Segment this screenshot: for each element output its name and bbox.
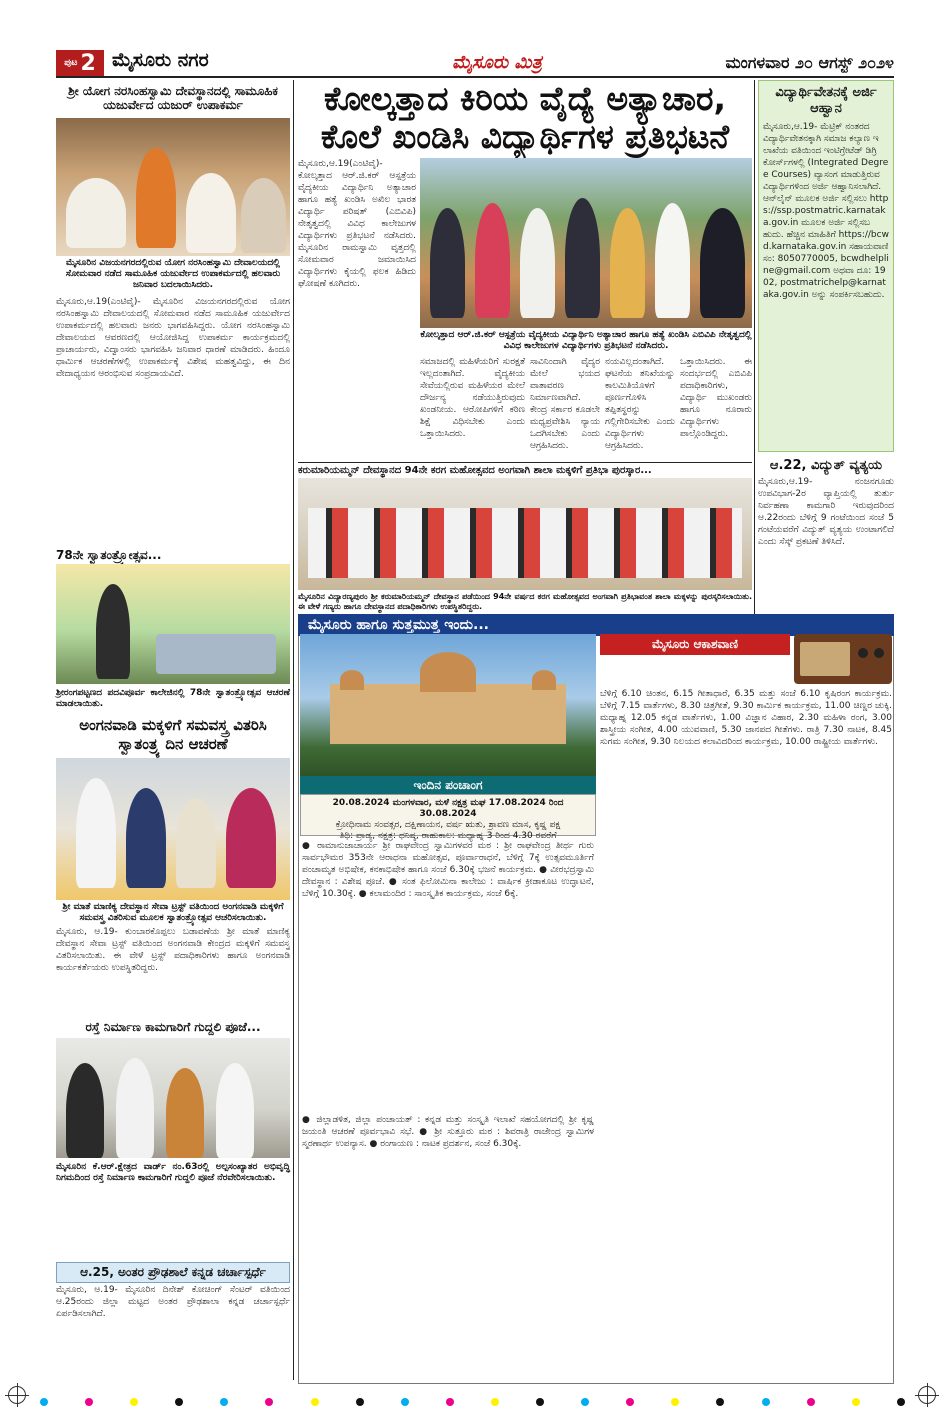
column-rule [293,80,294,1380]
award-photo [298,478,752,590]
protest-photo [420,158,752,328]
paper-logo: ಮೈಸೂರು ಮಿತ್ರ [452,51,542,73]
color-registration-dots [40,1398,905,1410]
independence-day-photo [56,564,290,684]
scholarship-notice-body: ಮೈಸೂರು,ಆ.19- ಮೆಟ್ರಿಕ್ ನಂತರದ ವಿದ್ಯಾರ್ಥಿವೇತನಕ್ಕಾಗಿ ಸಮಾಜ ಕಲ್ಯಾಣ ಇಲಾಖೆಯ ವತಿಯಿಂದ ಇಂಟಿಗ್ರೇಟೆಡ್ ಡಿಗ್ರಿ ಕೋರ್ಸ್‌ಗಳಲ್ಲಿ (Integrated Degree Courses) ವ್ಯಾಸಂಗ ಮಾಡುತ್ತಿರುವ ವಿದ್ಯಾರ್ಥಿಗಳಿಂದ ಅರ್ಜಿ ಆಹ್ವಾನಿಸಲಾಗಿದೆ. ಆನ್‌ಲೈನ್ ಮೂಲಕ ಅರ್ಜಿ ಸಲ್ಲಿಸಲು https://ssp.postmatric.karnataka.gov.in ಮೂಲಕ ಅರ್ಜಿ ಸಲ್ಲಿಸಬಹುದು. ಹೆಚ್ಚಿನ ಮಾಹಿತಿಗೆ https://bcwd.karnataka.gov.in ಸಹಾಯವಾಣಿ ಸಂ: 8050770005, bcwdhelpline@gmail.com ಅಥವಾ ದೂ: 1902, postmatrichelp@karnataka.gov.in ಅನ್ನು ಸಂಪರ್ಕಿಸಬಹುದು. [763,122,889,300]
story2-kicker: 78ನೇ ಸ್ವಾತಂತ್ರ್ಯೋತ್ಸವ... [56,548,162,562]
radio-schedule: ಬೆಳಿಗ್ಗೆ 6.10 ಚಿಂತನ, 6.15 ಗೀತಾಧಾರೆ, 6.35 ಮತ್ತು ಸಂಜೆ 6.10 ಕೃಷಿರಂಗ ಕಾರ್ಯಕ್ರಮ. ಬೆಳಿಗ್ಗೆ 7.15 ವಾರ್ತೆಗಳು, 8.30 ಚಿತ್ರಗೀತೆ, 9.30 ಕಾರ್ಮಿಕ ಕಾರ್ಯಕ್ರಮ, 11.00 ಚಿಣ್ಣರ ಚುಕ್ಕಿ. ಮಧ್ಯಾಹ್ನ 12.05 ಕನ್ನಡ ವಾರ್ತೆಗಳು, 1.00 ವಿಜ್ಞಾನ ವಿಹಾರ, 2.30 ಮಹಿಳಾ ರಂಗ, 3.00 ಶಾಸ್ತ್ರೀಯ ಸಂಗೀತ, 4.00 ಯುವವಾಣಿ, 5.30 ಜಾನಪದ ಗೀತೆಗಳು. ರಾತ್ರಿ 7.30 ನಾಟಕ, 8.45 ಸುಗಮ ಸಂಗೀತ, 9.30 ನಿಲಯದ ಕಲಾವಿದರಿಂದ ಕಾರ್ಯಕ್ರಮ, 10.00 ರಾಷ್ಟ್ರೀಯ ವಾರ್ತೆಗಳು. [600,689,892,747]
scholarship-notice-title: ವಿದ್ಯಾರ್ಥಿವೇತನಕ್ಕೆ ಅರ್ಜಿ ಆಹ್ವಾನ [775,85,877,116]
masthead [56,48,894,78]
award-kicker: ಕರುಮಾರಿಯಮ್ಮನ್ ದೇವಸ್ಥಾನದ 94ನೇ ಕರಗ ಮಹೋತ್ಸವದ ಅಂಗವಾಗಿ ಶಾಲಾ ಮಕ್ಕಳಿಗೆ ಪ್ರತಿಭಾ ಪುರಸ್ಕಾರ... [298,462,752,479]
story1-caption: ಮೈಸೂರಿನ ವಿಜಯನಗರದಲ್ಲಿರುವ ಯೋಗ ನರಸಿಂಹಸ್ವಾಮಿ ದೇವಾಲಯದಲ್ಲಿ ಸೋಮವಾರ ನಡೆದ ಸಾಮೂಹಿಕ ಯಜುರ್ವೇದ ಉಪಾಕರ್ಮದಲ್ಲಿ ಹಲವಾರು ಜನಿವಾರ ಬದಲಾಯಿಸಿದರು. [65,258,281,290]
today-events-2: ● ಜಿಲ್ಲಾಡಳಿತ, ಜಿಲ್ಲಾ ಪಂಚಾಯತ್ : ಕನ್ನಡ ಮತ್ತು ಸಂಸ್ಕೃತಿ ಇಲಾಖೆ ಸಹಯೋಗದಲ್ಲಿ ಶ್ರೀ ಕೃಷ್ಣ ಜಯಂತಿ ಆಚರಣೆ ಪೂರ್ವಭಾವಿ ಸಭೆ. ● ಶ್ರೀ ಸುತ್ತೂರು ಮಠ : ಶಿವರಾತ್ರಿ ರಾಜೇಂದ್ರ ಸ್ವಾಮಿಗಳ ಸ್ಮರಣಾರ್ಥ ಉಪನ್ಯಾಸ. ● ರಂಗಾಯಣ : ನಾಟಕ ಪ್ರದರ್ಶನ, ಸಂಜೆ 6.30ಕ್ಕೆ. [302,1115,594,1149]
story3-caption: ಶ್ರೀ ಮಾತೆ ಮಾಣಿಕ್ಯ ದೇವಸ್ಥಾನ ಸೇವಾ ಟ್ರಸ್ಟ್ ವತಿಯಿಂದ ಅಂಗನವಾಡಿ ಮಕ್ಕಳಿಗೆ ಸಮವಸ್ತ್ರ ವಿತರಿಸುವ ಮೂಲಕ ಸ್ವಾತಂತ್ರ್ಯೋತ್ಸವ ಆಚರಿಸಲಾಯಿತು. [62,902,284,923]
page-label: ಪುಟ [64,58,78,68]
lead-body-col1: ಮೈಸೂರು,ಆ.19(ಎಂಟಿವೈ)- ಕೋಲ್ಕತ್ತಾದ ಆರ್.ಜಿ.ಕರ್ ಆಸ್ಪತ್ರೆಯ ವೈದ್ಯಕೀಯ ವಿದ್ಯಾರ್ಥಿನಿ ಅತ್ಯಾಚಾರ ಹಾಗೂ ಹತ್ಯೆ ಖಂಡಿಸಿ ಅಖಿಲ ಭಾರತ ವಿದ್ಯಾರ್ಥಿ ಪರಿಷತ್ (ಎಬಿವಿಪಿ) ನೇತೃತ್ವದಲ್ಲಿ ವಿವಿಧ ಕಾಲೇಜುಗಳ ವಿದ್ಯಾರ್ಥಿಗಳು ಪ್ರತಿಭಟನೆ ನಡೆಸಿದರು. ಮೈಸೂರಿನ ರಾಮಸ್ವಾಮಿ ವೃತ್ತದಲ್ಲಿ ಸೋಮವಾರ ಜಮಾಯಿಸಿದ ವಿದ್ಯಾರ್ಥಿಗಳು ಕೈಯಲ್ಲಿ ಫಲಕ ಹಿಡಿದು ಘೋಷಣೆ ಕೂಗಿದರು. [298,159,416,289]
lead-body-col4: ನಯವಿಲ್ಲದಂತಾಗಿದೆ. ಘಟನೆಯ ತನಿಖೆಯನ್ನು ಕಾಲಮಿತಿಯೊಳಗೆ ಪೂರ್ಣಗೊಳಿಸಿ ತಪ್ಪಿತಸ್ಥರನ್ನು ಗಲ್ಲಿಗೇರಿಸಬೇಕು ಎಂದು ವಿದ್ಯಾರ್ಥಿಗಳು ಆಗ್ರಹಿಸಿದರು. [605,357,675,451]
story1-title: ಶ್ರೀ ಯೋಗ ನರಸಿಂಹಸ್ವಾಮಿ ದೇವಸ್ಥಾನದಲ್ಲಿ ಸಾಮೂಹಿಕ ಯಜುರ್ವೇದ ಯಜುರ್ ಉಪಾಕರ್ಮ [68,84,278,112]
power-cut-title: ಆ.22, ವಿದ್ಯುತ್ ವ್ಯತ್ಯಯ [769,458,883,473]
page-number: 2 [80,50,96,76]
scholarship-notice [758,80,894,452]
panchanga-title: ಇಂದಿನ ಪಂಚಾಂಗ [300,776,596,795]
column-rule [754,80,755,635]
panchanga-box [300,794,596,841]
registration-mark [8,1386,26,1404]
lead-body-col5: ಒತ್ತಾಯಿಸಿದರು. ಈ ಸಂದರ್ಭದಲ್ಲಿ ಎಬಿವಿಪಿ ಪದಾಧಿಕಾರಿಗಳು, ವಿದ್ಯಾರ್ಥಿ ಮುಖಂಡರು ಹಾಗೂ ನೂರಾರು ವಿದ್ಯಾರ್ಥಿಗಳು ಪಾಲ್ಗೊಂಡಿದ್ದರು. [680,357,752,439]
anganwadi-photo [56,758,290,900]
story2-caption: ಶ್ರೀರಂಗಪಟ್ಟಣದ ಪದವಿಪೂರ್ವ ಕಾಲೇಜಿನಲ್ಲಿ 78ನೇ ಸ್ವಾತಂತ್ರ್ಯೋತ್ಸವ ಆಚರಣೆ ಮಾಡಲಾಯಿತು. [56,688,290,709]
lead-headline-line2: ಕೊಲೆ ಖಂಡಿಸಿ ವಿದ್ಯಾರ್ಥಿಗಳ ಪ್ರತಿಭಟನೆ [320,117,730,156]
lead-headline [298,80,752,156]
story5-body: ಮೈಸೂರು, ಆ.19- ಮೈಸೂರಿನ ದಿನೇಶ್ ಕೋಚಿಂಗ್ ಸೆಂಟರ್ ವತಿಯಿಂದ ಆ.25ರಂದು ಜಿಲ್ಲಾ ಮಟ್ಟದ ಅಂತರ ಪ್ರೌಢಶಾಲಾ ಕನ್ನಡ ಚರ್ಚಾಸ್ಪರ್ಧೆ ಏರ್ಪಡಿಸಲಾಗಿದೆ. [56,1285,290,1319]
story1-body: ಮೈಸೂರು,ಆ.19(ಎಂಟಿವೈ)- ಮೈಸೂರಿನ ವಿಜಯನಗರದಲ್ಲಿರುವ ಯೋಗ ನರಸಿಂಹಸ್ವಾಮಿ ದೇವಾಲಯದಲ್ಲಿ ಸೋಮವಾರ ನಡೆದ ಸಾಮೂಹಿಕ ಯಜುರ್ವೇದ ಉಪಾಕರ್ಮದಲ್ಲಿ ಹಲವಾರು ಜನರು ಭಾಗವಹಿಸಿದ್ದರು. ಯೋಗ ನರಸಿಂಹಸ್ವಾಮಿ ದೇವಾಲಯದ ಆವರಣದಲ್ಲಿ ಆಯೋಜಿಸಿದ್ದ ಉಪಾಕರ್ಮ ಕಾರ್ಯಕ್ರಮದಲ್ಲಿ ಪ್ರಾಚಾರ್ಯರು, ವಿದ್ವಾಂಸರು ಭಾಗವಹಿಸಿ ಜನಿವಾರ ಧಾರಣೆ ಮಾಡಿದರು. ಹಿಂದೂ ಧಾರ್ಮಿಕ ಆಚರಣೆಗಳಲ್ಲಿ ಉಪಾಕರ್ಮಕ್ಕೆ ವಿಶೇಷ ಮಹತ್ವವಿದ್ದು, ಈ ದಿನ ವೇದಾಧ್ಯಯನ ಆರಂಭಿಸುವ ಸಂಪ್ರದಾಯವಿದೆ. [56,297,290,379]
story4-kicker: ರಸ್ತೆ ನಿರ್ಮಾಣ ಕಾಮಗಾರಿಗೆ ಗುದ್ದಲಿ ಪೂಜೆ... [85,1020,261,1034]
registration-mark [918,1386,936,1404]
story5-title: ಆ.25, ಅಂತರ ಪ್ರೌಢಶಾಲೆ ಕನ್ನಡ ಚರ್ಚಾಸ್ಪರ್ಧೆ [56,1262,290,1283]
story4-caption: ಮೈಸೂರಿನ ಕೆ.ಆರ್.ಕ್ಷೇತ್ರದ ವಾರ್ಡ್ ನಂ.63ರಲ್ಲಿ ಅಲ್ಪಸಂಖ್ಯಾತರ ಅಭಿವೃದ್ಧಿ ನಿಗಮದಿಂದ ರಸ್ತೆ ನಿರ್ಮಾಣ ಕಾಮಗಾರಿಗೆ ಗುದ್ದಲಿ ಪೂಜೆ ನೆರವೇರಿಸಲಾಯಿತು. [56,1162,290,1183]
lead-body-col3: ಸಾವಿನಿಂದಾಗಿ ವೈದ್ಯರ ಮೇಲೆ ಭಯದ ವಾತಾವರಣ ನಿರ್ಮಾಣವಾಗಿದೆ. ಕೇಂದ್ರ ಸರ್ಕಾರ ಕೂಡಲೇ ಮಧ್ಯಪ್ರವೇಶಿಸಿ ನ್ಯಾಯ ಒದಗಿಸಬೇಕು ಎಂದು ಆಗ್ರಹಿಸಿದರು. [530,357,600,451]
page-tag [56,50,104,76]
mysore-palace-photo [300,634,596,776]
section-title: ಮೈಸೂರು ನಗರ [112,49,209,71]
protest-photo-caption: ಕೋಲ್ಕತ್ತಾದ ಆರ್.ಜಿ.ಕರ್ ಆಸ್ಪತ್ರೆಯ ವೈದ್ಯಕೀಯ ವಿದ್ಯಾರ್ಥಿನಿ ಅತ್ಯಾಚಾರ ಹಾಗೂ ಹತ್ಯೆ ಖಂಡಿಸಿ ಎಬಿವಿಪಿ ನೇತೃತ್ವದಲ್ಲಿ ವಿವಿಧ ಕಾಲೇಜುಗಳ ವಿದ್ಯಾರ್ಥಿಗಳು ಪ್ರತಿಭಟನೆ ನಡೆಸಿದರು. [420,330,752,351]
lead-body-col2: ಸಮಾಜದಲ್ಲಿ ಮಹಿಳೆಯರಿಗೆ ಸುರಕ್ಷತೆ ಇಲ್ಲದಂತಾಗಿದೆ. ವೈದ್ಯಕೀಯ ಸೇವೆಯಲ್ಲಿರುವ ಮಹಿಳೆಯರ ಮೇಲೆ ದೌರ್ಜನ್ಯ ನಡೆಯುತ್ತಿರುವುದು ಖಂಡನೀಯ. ಆರೋಪಿಗಳಿಗೆ ಕಠಿಣ ಶಿಕ್ಷೆ ವಿಧಿಸಬೇಕು ಎಂದು ಒತ್ತಾಯಿಸಿದರು. [420,357,525,439]
issue-date: ಮಂಗಳವಾರ ೨೦ ಆಗಸ್ಟ್ ೨೦೨೪ [725,53,894,72]
radio-icon [794,634,892,684]
power-cut-body: ಮೈಸೂರು,ಆ.19- ನಂಜನಗೂಡು ಉಪವಿಭಾಗ-2ರ ವ್ಯಾಪ್ತಿಯಲ್ಲಿ ತುರ್ತು ನಿರ್ವಹಣಾ ಕಾಮಗಾರಿ ಇರುವುದರಿಂದ ಆ.22ರಂದು ಬೆಳಿಗ್ಗೆ 9 ಗಂಟೆಯಿಂದ ಸಂಜೆ 5 ಗಂಟೆಯವರೆಗೆ ವಿದ್ಯುತ್ ವ್ಯತ್ಯಯ ಉಂಟಾಗಲಿದೆ ಎಂದು ಸೆಸ್ಕ್ ಪ್ರಕಟಣೆ ತಿಳಿಸಿದೆ. [758,477,894,547]
today-events: ● ರಾಮಾನುಜಾಚಾರ್ಯ ಶ್ರೀ ರಾಘವೇಂದ್ರ ಸ್ವಾಮಿಗಳವರ ಮಠ : ಶ್ರೀ ರಾಘವೇಂದ್ರ ತೀರ್ಥ ಗುರು ಸಾರ್ವಭೌಮರ 353ನೇ ಆರಾಧನಾ ಮಹೋತ್ಸವ, ಪೂರ್ವಾರಾಧನೆ, ಬೆಳಿಗ್ಗೆ 7ಕ್ಕೆ ಉತ್ಸವಮೂರ್ತಿಗೆ ಪಂಚಾಮೃತ ಅಭಿಷೇಕ, ಕನಕಾಭಿಷೇಕ ಹಾಗೂ ಸಂಜೆ 6.30ಕ್ಕೆ ಭಜನೆ ಕಾರ್ಯಕ್ರಮ. ● ವೀರಭದ್ರಸ್ವಾಮಿ ದೇವಸ್ಥಾನ : ವಿಶೇಷ ಪೂಜೆ. ● ಸಂತ ಫಿಲೋಮಿನಾ ಕಾಲೇಜು : ವಾರ್ಷಿಕ ಕ್ರೀಡಾಕೂಟ ಉದ್ಘಾಟನೆ, ಬೆಳಿಗ್ಗೆ 10.30ಕ್ಕೆ. ● ಕಲಾಮಂದಿರ : ಸಾಂಸ್ಕೃತಿಕ ಕಾರ್ಯಕ್ರಮ, ಸಂಜೆ 6ಕ್ಕೆ. [302,841,594,899]
panchanga-line2: ಕ್ರೋಧಿನಾಮ ಸಂವತ್ಸರ, ದಕ್ಷಿಣಾಯನ, ವರ್ಷ ಋತು, ಶ್ರಾವಣ ಮಾಸ, ಕೃಷ್ಣ ಪಕ್ಷ [335,820,561,830]
road-work-photo [56,1038,290,1158]
story3-body: ಮೈಸೂರು, ಆ.19- ಕುಂಬಾರಕೊಪ್ಪಲು ಬಡಾವಣೆಯ ಶ್ರೀ ಮಾತೆ ಮಾಣಿಕ್ಯ ದೇವಸ್ಥಾನ ಸೇವಾ ಟ್ರಸ್ಟ್ ವತಿಯಿಂದ ಅಂಗನವಾಡಿ ಕೇಂದ್ರದ ಮಕ್ಕಳಿಗೆ ಸಮವಸ್ತ್ರ ವಿತರಿಸಲಾಯಿತು. ಈ ವೇಳೆ ಟ್ರಸ್ಟ್ ಪದಾಧಿಕಾರಿಗಳು ಹಾಗೂ ಅಂಗನವಾಡಿ ಕಾರ್ಯಕರ್ತೆಯರು ಉಪಸ್ಥಿತರಿದ್ದರು. [56,927,290,973]
panchanga-line3: ತಿಥಿ: ಪ್ರಾಡ್ಯ, ನಕ್ಷತ್ರ: ಧನಿಷ್ಠ, ರಾಹುಕಾಲ: ಮಧ್ಯಾಹ್ನ 3 ರಿಂದ 4.30 ರವರೆಗೆ [339,831,557,841]
lead-headline-line1: ಕೋಲ್ಕತ್ತಾದ ಕಿರಿಯ ವೈದ್ಯೆ ಅತ್ಯಾಚಾರ, [323,79,727,118]
story3-title: ಅಂಗನವಾಡಿ ಮಕ್ಕಳಿಗೆ ಸಮವಸ್ತ್ರ ವಿತರಿಸಿ ಸ್ವಾತಂತ್ರ್ಯ ದಿನ ಆಚರಣೆ [79,716,267,753]
radio-band: ಮೈಸೂರು ಆಕಾಶವಾಣಿ [600,634,790,655]
upakarma-photo [56,118,290,256]
today-band: ಮೈಸೂರು ಹಾಗೂ ಸುತ್ತಮುತ್ತ ಇಂದು... [298,614,894,636]
panchanga-line1: 20.08.2024 ಮಂಗಳವಾರ, ಮಳೆ ನಕ್ಷತ್ರ ಮಘ 17.08.2024 ರಿಂದ 30.08.2024 [332,798,564,819]
award-caption: ಮೈಸೂರಿನ ವಿದ್ಯಾರಣ್ಯಪುರಂ ಶ್ರೀ ಕರುಮಾರಿಯಮ್ಮನ್ ದೇವಸ್ಥಾನ ಪಡೆಯಿಂದ 94ನೇ ವರ್ಷದ ಕರಗ ಮಹೋತ್ಸವದ ಅಂಗವಾಗಿ ಪ್ರತಿಭಾವಂತ ಶಾಲಾ ಮಕ್ಕಳನ್ನು ಪುರಸ್ಕರಿಸಲಾಯಿತು. ಈ ವೇಳೆ ಗಣ್ಯರು ಹಾಗೂ ದೇವಸ್ಥಾನದ ಪದಾಧಿಕಾರಿಗಳು ಉಪಸ್ಥಿತರಿದ್ದರು. [298,592,752,611]
